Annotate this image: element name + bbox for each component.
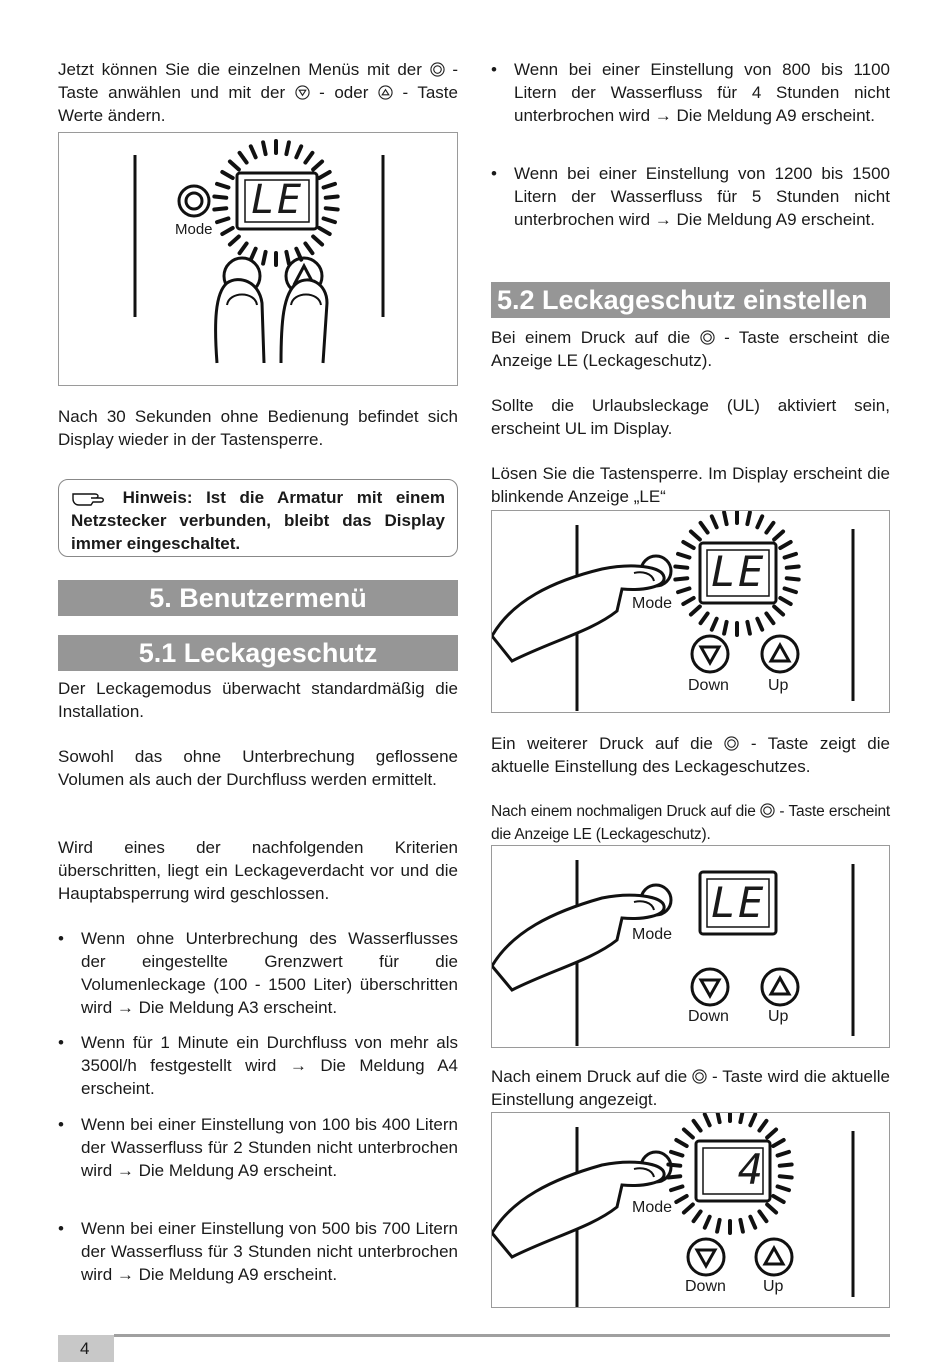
list-item: • Wenn bei einer Einstellung von 500 bis 700 Litern der Wasserfluss für 3 Stunden nicht unterbrochen wird → Die Meldung A9 erscheint. [58, 1219, 458, 1284]
figure-two-fingers [58, 132, 458, 386]
page-number: 4 [58, 1335, 114, 1362]
down-label: Down [688, 1008, 729, 1025]
mode-label: Mode [632, 926, 673, 943]
display-readout: LE [710, 547, 766, 596]
footer-rule [114, 1334, 890, 1337]
pointing-hand-icon [71, 488, 109, 506]
figure-le-display [491, 845, 890, 1048]
list-item: • Wenn bei einer Einstellung von 1200 bis 1500 Litern der Wasserfluss für 5 Stunden nicht unterbrochen wird → Die Meldung A9 erscheint. [491, 164, 890, 229]
mode-label: Mode [175, 221, 213, 238]
criteria-paragraph: Wird eines der nachfolgenden Kriterien überschritten, liegt ein Leckageverdacht vor und die Hauptabsperrung wird geschlossen. [58, 838, 458, 903]
heading-benutzermenue: 5. Benutzermenü [58, 580, 458, 616]
mode-button-icon [760, 803, 775, 818]
intro-paragraph: Jetzt können Sie die einzelnen Menüs mit der - Taste anwählen und mit der - oder - Taste Werte ändern. [58, 60, 459, 125]
volume-paragraph: Sowohl das ohne Unterbrechung geflossene Volumen als auch der Durchfluss werden ermittelt. [58, 747, 458, 789]
mode-button-icon [430, 62, 445, 77]
down-label: Down [688, 677, 729, 694]
mode-button-icon [724, 736, 739, 751]
up-label: Up [768, 1008, 789, 1025]
leak-mode-paragraph: Der Leckagemodus überwacht standardmäßig die Installation. [58, 679, 458, 721]
display-readout: 4 [737, 1145, 763, 1194]
heading-leckageschutz-einstellen: 5.2 Leckageschutz einstellen [491, 282, 890, 318]
timeout-paragraph: Nach 30 Sekunden ohne Bedienung befindet sich Display wieder in der Tastensperre. [58, 407, 458, 449]
list-item: • Wenn bei einer Einstellung von 800 bis 1100 Litern der Wasserfluss für 4 Stunden nicht unterbrochen wird → Die Meldung A9 erscheint. [491, 60, 890, 125]
display-readout: LE [710, 878, 766, 927]
third-press-paragraph: Nach einem nochmaligen Druck auf die - Taste erscheint die Anzeige LE (Leckageschutz). [491, 803, 890, 843]
second-press-paragraph: Ein weiterer Druck auf die - Taste zeigt die aktuelle Einstellung des Leckageschutzes. [491, 734, 890, 776]
down-button-icon [295, 85, 310, 100]
down-label: Down [685, 1278, 726, 1295]
list-item: • Wenn für 1 Minute ein Durchfluss von mehr als 3500l/h festgestellt wird → Die Meldung A4 erscheint. [58, 1033, 458, 1098]
unlock-paragraph: Lösen Sie die Tastensperre. Im Display erscheint die blinkende Anzeige „LE“ [491, 464, 890, 506]
press-paragraph: Bei einem Druck auf die - Taste erscheint die Anzeige LE (Leckageschutz). [491, 328, 890, 370]
display-readout: LE [250, 177, 304, 223]
vacation-paragraph: Sollte die Urlaubsleckage (UL) aktiviert sein, erscheint UL im Display. [491, 396, 890, 438]
two-fingers-illustration [59, 133, 458, 386]
setting-press-paragraph: Nach einem Druck auf die - Taste wird die aktuelle Einstellung angezeigt. [491, 1067, 890, 1109]
list-item: • Wenn bei einer Einstellung von 100 bis 400 Litern der Wasserfluss für 2 Stunden nicht unterbrochen wird → Die Meldung A9 erscheint. [58, 1115, 458, 1180]
up-label: Up [768, 677, 789, 694]
up-label: Up [763, 1278, 784, 1295]
list-item: • Wenn ohne Unterbrechung des Wasserflusses der eingestellte Grenzwert für die Volumenleckage (100 - 1500 Liter) überschritten wird → Die Meldung A3 erscheint. [58, 929, 458, 1017]
mode-label: Mode [632, 1199, 673, 1216]
mode-button-icon [692, 1069, 707, 1084]
figure-setting-value [491, 1112, 890, 1308]
note-box: Hinweis: Ist die Armatur mit einem Netzstecker verbunden, bleibt das Display immer eingeschaltet. [58, 479, 458, 557]
up-button-icon [378, 85, 393, 100]
heading-leckageschutz: 5.1 Leckageschutz [58, 635, 458, 671]
figure-blinking-le [491, 510, 890, 713]
mode-label: Mode [632, 595, 673, 612]
mode-button-icon [700, 330, 715, 345]
